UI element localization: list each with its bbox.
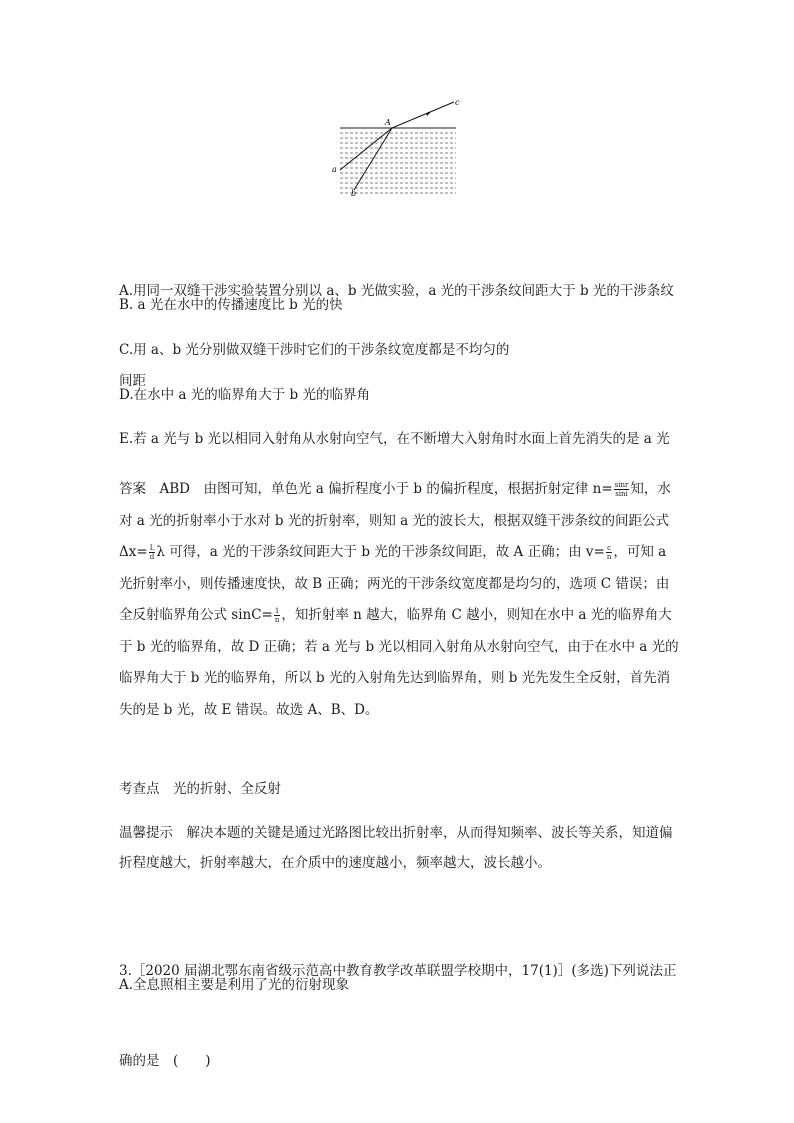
- question-3-line1: 3.［2020 届湖北鄂东南省级示范高中教育教学改革联盟学校期中，17(1)］(多选)下列说法正: [119, 963, 677, 979]
- fraction-speed-den: n: [606, 553, 612, 561]
- option-a-line2: 间距: [119, 373, 146, 389]
- question-3: [119, 896, 679, 1106]
- option-d: D.在水中 a 光的临界角大于 b 光的临界角: [119, 387, 370, 403]
- refraction-diagram: [328, 96, 464, 196]
- option-b: B. a 光在水中的传播速度比 b 光的快: [119, 297, 343, 313]
- answer-text-3: λ 可得，a 光的干涉条纹间距大于 b 光的干涉条纹间距，故 A 正确；由 v=: [156, 544, 605, 560]
- ray-c: [392, 102, 454, 128]
- label-b: b: [351, 189, 357, 196]
- fraction-speed-num: c: [607, 544, 612, 552]
- fraction-snell: [614, 481, 630, 498]
- option-c: C.用 a、b 光分别做双缝干涉时它们的干涉条纹宽度都是不均匀的: [119, 342, 510, 358]
- answer-text-2: 知，水对 a 光的折射率小于水对 b 光的折射率，则知 a 光的波长大，根据双缝干涉条纹的间距公式 Δx=: [119, 481, 674, 560]
- answer-explanation: [119, 474, 679, 726]
- kaocha-point: 考查点 光的折射、全反射: [119, 781, 281, 797]
- fraction-snell-den: sini: [615, 490, 628, 498]
- fraction-critical: [274, 607, 281, 624]
- fraction-fringe-den: d: [149, 553, 155, 561]
- label-a: a: [332, 165, 337, 174]
- ray-b: [354, 128, 392, 190]
- ray-arrow: [426, 111, 432, 116]
- question-3-line2: 确的是 ( ): [119, 1053, 211, 1069]
- question-3-option-a: A.全息照相主要是利用了光的衍射现象: [119, 977, 350, 993]
- answer-text-1: 答案 ABD 由图可知，单色光 a 偏折程度小于 b 的偏折程度，根据折射定律 n=: [119, 481, 613, 497]
- option-e: E.若 a 光与 b 光以相同入射角从水射向空气，在不断增大入射角时水面上首先消失的是 a 光: [119, 431, 670, 447]
- warm-tips: 温馨提示 解决本题的关键是通过光路图比较出折射率，从而得知频率、波长等关系，知道偏折程度越大，折射率越大，在介质中的速度越小，频率越大，波长越小。: [119, 825, 673, 871]
- fraction-critical-den: n: [274, 616, 280, 624]
- answer-text-4: ，可知 a 光折射率小，则传播速度快，故 B 正确；两光的干涉条纹宽度都是均匀的，选项 C 错误；由全反射临界角公式 sinC=: [119, 544, 671, 623]
- answer-text-5: ，知折射率 n 越大，临界角 C 越小，则知在水中 a 光的临界角大于 b 光的临界角，故 D 正确；若 a 光与 b 光以相同入射角从水射向空气，由于在水中 a 光的临界角大于 b 光的临界角，所以 b 光的入射角先达到临界角，则 b 光先发生全反射，首先消失的是 b 光，故 E 错误。故选 A、B、D。: [119, 607, 679, 718]
- option-a-line1: A.用同一双缝干涉实验装置分别以 a、b 光做实验，a 光的干涉条纹间距大于 b 光的干涉条纹: [119, 283, 674, 299]
- label-c: c: [455, 98, 460, 107]
- refraction-figure: [328, 96, 464, 196]
- fraction-fringe-num: L: [149, 544, 155, 552]
- fraction-fringe: [149, 544, 156, 561]
- fraction-critical-num: 1: [274, 607, 280, 615]
- ray-a: [340, 128, 392, 170]
- label-A: A: [385, 118, 391, 127]
- fraction-snell-num: sinr: [614, 481, 629, 489]
- fraction-speed: [606, 544, 613, 561]
